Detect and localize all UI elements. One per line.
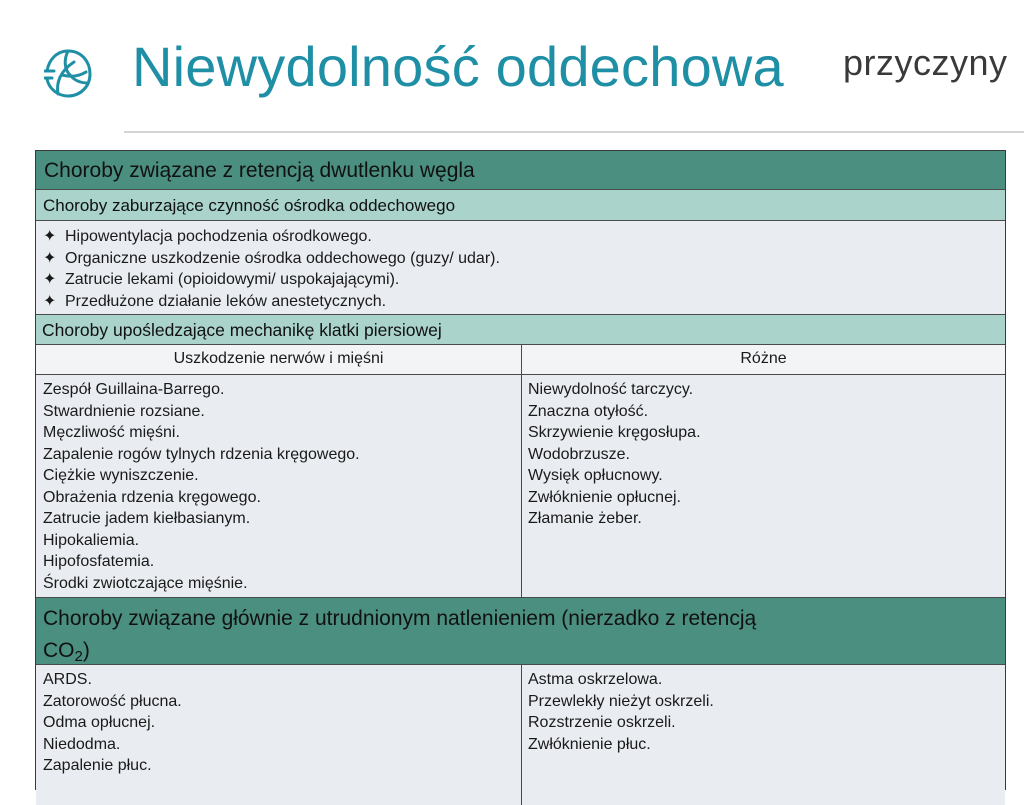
list-item: Odma opłucnej.: [43, 714, 156, 731]
column-header-row: [36, 345, 1005, 375]
list-item: Środki zwiotczające mięśnie.: [43, 574, 248, 592]
list-item: Wysięk opłucnowy.: [528, 467, 663, 484]
list-item: Niewydolność tarczycy.: [528, 381, 694, 398]
section-header-co2-retention: Choroby związane z retencją dwutlenku węgla: [36, 151, 1005, 190]
list-item: Wodobrzusze.: [528, 445, 630, 463]
list-item: Hipokaliemia.: [43, 531, 140, 549]
star-bullet-icon: ✦: [43, 292, 57, 310]
list-item: Zapalenie rogów tylnych rdzenia kręgowego.: [43, 445, 360, 463]
list-item: ✦ Przedłużone działanie leków anestetycznych.: [43, 291, 1005, 313]
column-header-other: Różne: [740, 350, 787, 367]
star-bullet-icon: ✦: [43, 228, 57, 245]
star-bullet-icon: ✦: [43, 271, 57, 288]
list-item: Hipofosfatemia.: [43, 553, 155, 570]
column-header-nerves-muscles: Uszkodzenie nerwów i mięśni: [36, 345, 522, 374]
section-header-oxygenation: Choroby związane głównie z utrudnionym natlenieniem (nierzadko z retencją $CO_2$): [36, 598, 1005, 665]
list-item: ARDS.: [43, 671, 92, 688]
list-item: Skrzywienie kręgosłupa.: [528, 424, 701, 441]
list-item: Stwardnienie rozsiane.: [43, 402, 205, 420]
respiratory-center-list: [36, 221, 1005, 315]
oxygenation-right-list: [522, 665, 1005, 805]
list-item: ✦ Hipowentylacja pochodzenia ośrodkowego.: [43, 226, 1005, 248]
other-causes-list: [522, 375, 1005, 597]
title-divider: [124, 131, 1024, 133]
causes-table: [35, 150, 1006, 790]
leaf-circle-icon: [44, 47, 92, 99]
list-item: Zatrucie jadem kiełbasianym.: [43, 510, 251, 527]
list-item: Złamanie żeber.: [528, 510, 642, 527]
chest-mechanics-rows: [36, 375, 1005, 598]
list-item: Zapalenie płuc.: [43, 757, 152, 774]
subsection-header-respiratory-center: Choroby zaburzające czynność ośrodka oddechowego: [36, 190, 1005, 221]
list-item: Zwłóknienie opłucnej.: [528, 488, 681, 506]
list-item: Przewlekły nieżyt oskrzeli.: [528, 692, 714, 710]
list-item: Rozstrzenie oskrzeli.: [528, 714, 676, 731]
oxygenation-rows: [36, 665, 1005, 805]
list-item: Znaczna otyłość.: [528, 402, 649, 420]
page-subtitle: przyczyny: [843, 42, 1008, 83]
oxygenation-left-list: [36, 665, 522, 805]
star-bullet-icon: ✦: [43, 249, 57, 267]
list-item: Obrażenia rdzenia kręgowego.: [43, 488, 261, 506]
list-item: Zespół Guillaina-Barrego.: [43, 381, 225, 398]
nerves-muscles-list: [36, 375, 522, 597]
list-item: Ciężkie wyniszczenie.: [43, 467, 199, 484]
list-item: Astma oskrzelowa.: [528, 671, 663, 688]
list-item: ✦ Organiczne uszkodzenie ośrodka oddechowego (guzy/ udar).: [43, 248, 1005, 270]
list-item: Męczliwość mięśni.: [43, 424, 180, 441]
list-item: Zatorowość płucna.: [43, 692, 182, 710]
subsection-header-chest-mechanics: Choroby upośledzające mechanikę klatki piersiowej: [36, 315, 1005, 345]
list-item: ✦ Zatrucie lekami (opioidowymi/ uspokajającymi).: [43, 269, 1005, 291]
list-item: Zwłóknienie płuc.: [528, 735, 651, 753]
page-title: Niewydolność oddechowa: [132, 35, 784, 98]
list-item: Niedodma.: [43, 735, 121, 753]
